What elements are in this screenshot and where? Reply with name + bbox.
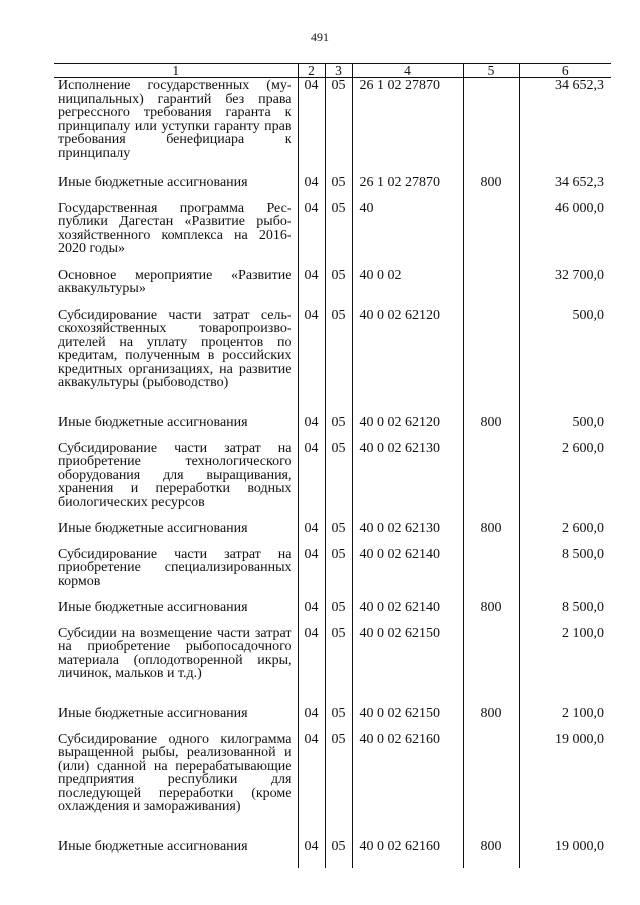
table-row	[54, 706, 611, 732]
row-rz: 04	[298, 201, 325, 268]
row-vr	[463, 308, 519, 415]
row-name: Основное мероприятие «Развитие аквакультуры»	[58, 267, 292, 296]
row-amount: 34 652,3	[519, 78, 611, 175]
row-csr: 40 0 02	[352, 268, 463, 308]
budget-table	[54, 63, 611, 868]
row-rz: 04	[298, 600, 325, 626]
table-row	[54, 268, 611, 308]
row-pr: 05	[325, 415, 352, 441]
row-csr: 26 1 02 27870	[352, 175, 463, 201]
col-header-amount: 6	[519, 64, 611, 78]
table-row	[54, 547, 611, 600]
row-vr	[463, 547, 519, 600]
row-rz: 04	[298, 839, 325, 868]
row-csr: 40 0 02 62160	[352, 839, 463, 868]
row-rz: 04	[298, 415, 325, 441]
row-name: Иные бюджетные ассигнования	[58, 174, 248, 190]
row-rz: 04	[298, 308, 325, 415]
row-vr	[463, 732, 519, 839]
row-name: Субсидии на возмещение части затрат на приобретение рыбопосадочного материала (оплодотворенной икры, личинок, мальков и т.д.)	[58, 625, 292, 681]
row-pr: 05	[325, 268, 352, 308]
table-row	[54, 308, 611, 415]
row-name: Субсидирование части затрат сельскохозяйственных товаропроизводителей на уплату процентов по кредитам, полученным в российских кредитных организациях, на развитие аквакультуры (рыбоводство)	[58, 307, 292, 390]
row-name: Иные бюджетные ассигнования	[58, 599, 248, 615]
row-name: Субсидирование части затрат на приобретение технологического оборудования для выращивания, хранения и переработки водных биологических ресурсов	[58, 440, 292, 510]
row-name: Иные бюджетные ассигнования	[58, 520, 248, 536]
row-name: Субсидирование одного килограмма выращенной рыбы, реализованной и (или) сданной на перерабатывающие предприятия республики для последующей переработки (кроме охлаждения и замораживания)	[58, 731, 292, 814]
row-amount: 19 000,0	[519, 732, 611, 839]
row-vr: 800	[463, 839, 519, 868]
col-header-rz: 2	[298, 64, 325, 78]
row-amount: 2 100,0	[519, 706, 611, 732]
row-rz: 04	[298, 706, 325, 732]
row-amount: 19 000,0	[519, 839, 611, 868]
row-name: Исполнение государственных (муниципальных) гарантий без права регрессного требования гаранта к принципалу или уступки гаранту прав требования бенефициара к принципалу	[58, 78, 292, 161]
row-vr	[463, 268, 519, 308]
row-name: Иные бюджетные ассигнования	[58, 838, 248, 854]
row-pr: 05	[325, 441, 352, 521]
row-csr: 40 0 02 62150	[352, 706, 463, 732]
row-pr: 05	[325, 175, 352, 201]
row-vr	[463, 78, 519, 175]
row-pr: 05	[325, 626, 352, 706]
row-rz: 04	[298, 626, 325, 706]
row-amount: 500,0	[519, 308, 611, 415]
col-header-name: 1	[54, 64, 298, 78]
table-row	[54, 201, 611, 268]
row-rz: 04	[298, 268, 325, 308]
row-amount: 2 600,0	[519, 441, 611, 521]
table-row	[54, 441, 611, 521]
row-amount: 34 652,3	[519, 175, 611, 201]
row-csr: 40 0 02 62120	[352, 308, 463, 415]
row-amount: 8 500,0	[519, 547, 611, 600]
row-csr: 40	[352, 201, 463, 268]
row-name: Субсидирование части затрат на приобретение специализированных кормов	[58, 546, 292, 589]
table-row	[54, 732, 611, 839]
row-amount: 500,0	[519, 415, 611, 441]
row-vr	[463, 626, 519, 706]
row-vr	[463, 441, 519, 521]
table-header-row	[54, 64, 611, 78]
row-rz: 04	[298, 78, 325, 175]
row-pr: 05	[325, 521, 352, 547]
row-csr: 40 0 02 62130	[352, 521, 463, 547]
row-vr: 800	[463, 600, 519, 626]
row-pr: 05	[325, 732, 352, 839]
row-vr: 800	[463, 521, 519, 547]
row-rz: 04	[298, 732, 325, 839]
row-vr: 800	[463, 175, 519, 201]
row-name: Иные бюджетные ассигнования	[58, 414, 248, 430]
table-row	[54, 839, 611, 868]
col-header-vr: 5	[463, 64, 519, 78]
row-csr: 40 0 02 62150	[352, 626, 463, 706]
row-name: Иные бюджетные ассигнования	[58, 705, 248, 721]
table-row	[54, 415, 611, 441]
row-amount: 2 100,0	[519, 626, 611, 706]
row-amount: 2 600,0	[519, 521, 611, 547]
row-name: Государственная программа Республики Дагестан «Развитие рыбохозяйственного комплекса на 2016-2020 годы»	[58, 200, 292, 256]
row-csr: 40 0 02 62120	[352, 415, 463, 441]
row-csr: 26 1 02 27870	[352, 78, 463, 175]
row-pr: 05	[325, 706, 352, 732]
row-vr: 800	[463, 415, 519, 441]
row-csr: 40 0 02 62140	[352, 600, 463, 626]
row-csr: 40 0 02 62160	[352, 732, 463, 839]
row-pr: 05	[325, 78, 352, 175]
table-row	[54, 78, 611, 175]
row-csr: 40 0 02 62140	[352, 547, 463, 600]
table-row	[54, 626, 611, 706]
row-csr: 40 0 02 62130	[352, 441, 463, 521]
row-rz: 04	[298, 547, 325, 600]
row-amount: 46 000,0	[519, 201, 611, 268]
table-row	[54, 600, 611, 626]
row-rz: 04	[298, 521, 325, 547]
row-amount: 32 700,0	[519, 268, 611, 308]
col-header-csr: 4	[352, 64, 463, 78]
row-rz: 04	[298, 441, 325, 521]
row-vr	[463, 201, 519, 268]
row-rz: 04	[298, 175, 325, 201]
row-pr: 05	[325, 547, 352, 600]
row-pr: 05	[325, 839, 352, 868]
table-row	[54, 521, 611, 547]
row-pr: 05	[325, 201, 352, 268]
table-row	[54, 175, 611, 201]
col-header-pr: 3	[325, 64, 352, 78]
row-vr: 800	[463, 706, 519, 732]
row-pr: 05	[325, 600, 352, 626]
row-amount: 8 500,0	[519, 600, 611, 626]
page-number: 491	[311, 30, 329, 44]
row-pr: 05	[325, 308, 352, 415]
